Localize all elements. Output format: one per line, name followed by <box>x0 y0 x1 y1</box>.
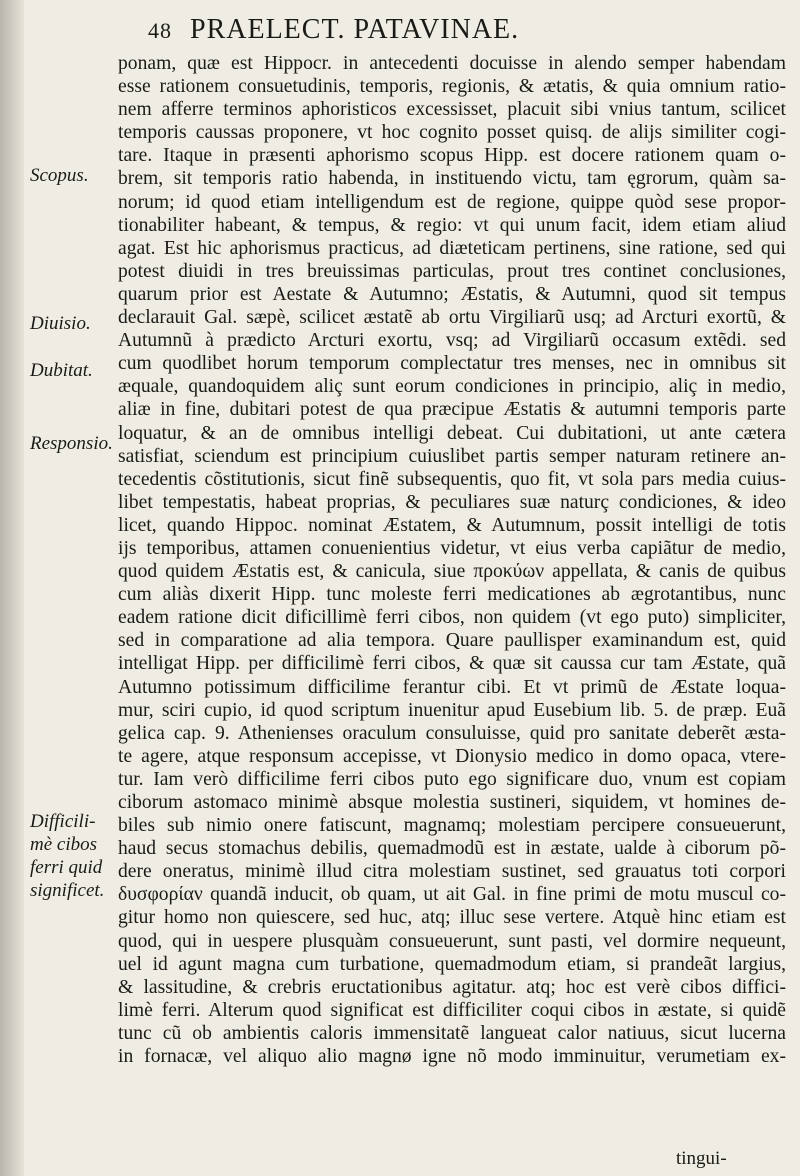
margin-note-difficilime-4: significet. <box>30 880 105 901</box>
text-line: declarauit Gal. sæpè, scilicet æstatẽ ab ortu Virgiliarũ usq; ad Arcturi exortũ, & <box>118 307 786 329</box>
text-line: satisfiat, sciendum est principium cuiuslibet partis semper naturam retinere an- <box>118 445 786 467</box>
page-header <box>148 14 788 48</box>
page-number: 48 <box>148 18 172 43</box>
margin-note-diuisio: Diuisio. <box>30 313 91 334</box>
text-line: potest diuidi in tres breuissimas particulas, prout tres continet conclusiones, <box>118 260 786 282</box>
text-line: limè ferri. Alterum quod significat est difficiliter coqui cibos in æstate, si quidẽ <box>118 999 786 1021</box>
text-line: Autumno potissimum difficilime ferantur cibi. Et vt primũ de Æstate loqua- <box>118 676 786 698</box>
text-line: dere oneratus, minimè illud citra molestiam sustinet, sed grauatus toti corpori <box>118 861 786 883</box>
text-line: esse rationem consuetudinis, temporis, regionis, & ætatis, & quia omnium ratio- <box>118 76 786 98</box>
catchword: tingui- <box>676 1148 727 1169</box>
text-line: haud secus stomachus debilis, quemadmodũ est in æstate, ualde à ciborum põ- <box>118 838 786 860</box>
text-line: loquatur, & an de omnibus intelligi debeat. Cui dubitationi, ut ante cætera <box>118 422 786 444</box>
text-line: tare. Itaque in præsenti aphorismo scopus Hipp. est docere rationem quam o- <box>118 145 786 167</box>
text-line: tecedentis cõstitutionis, sicut finẽ subsequentis, quo fit, vt sola pars media cuius- <box>118 468 786 490</box>
text-line: temporis caussas proponere, vt hoc cognito posset quisq. de alijs similiter cogi- <box>118 122 786 144</box>
text-line: æquale, quandoquidem aliç sunt eorum condiciones in principio, aliç in medio, <box>118 376 786 398</box>
text-line: gelica cap. 9. Athenienses oraculum consuluisse, quid pro sanitate deberẽt æsta- <box>118 722 786 744</box>
running-title: PRAELECT. PATAVINAE. <box>190 14 520 45</box>
text-line: agat. Est hic aphorismus practicus, ad diæteticam pertinens, sine ratione, sed qui <box>118 237 786 259</box>
margin-note-responsio: Responsio. <box>30 433 113 454</box>
text-line: tionabiliter habeant, & tempus, & regio: vt qui unum facit, idem etiam aliud <box>118 214 786 236</box>
text-line: ponam, quæ est Hippocr. in antecedenti docuisse in alendo semper habendam <box>118 53 786 74</box>
text-line: & lassitudine, & crebris eructationibus agitatur. atq; hoc est verè cibos diffici- <box>118 976 786 998</box>
margin-note-scopus: Scopus. <box>30 165 89 186</box>
text-line: brem, sit temporis ratio habenda, in instituendo victu, tam ęgrorum, quàm sa- <box>118 168 786 190</box>
text-line: aliæ in fine, dubitari potest de qua præcipue Æstatis & autumni temporis parte <box>118 399 786 421</box>
main-text-block <box>118 52 786 1068</box>
text-line: Autumnũ à prædicto Arcturi exortu, vsq; ad Virgiliarũ occasum extẽdi. sed <box>118 330 786 352</box>
text-line: cum aliàs dixerit Hipp. tunc moleste ferri medicationes ab ægrotantibus, nunc <box>118 584 786 606</box>
text-line: ciborum astomaco minimè absque molestia sustineri, siquidem, vt homines de- <box>118 792 786 813</box>
text-line: ijs temporibus, attamen conuenientius videtur, vt eius verba capiãtur de medio, <box>118 537 786 559</box>
text-line: eadem ratione dicit dificillimè ferri cibos, non quidem (vt ego puto) simpliciter, <box>118 607 786 629</box>
text-line: nem afferre terminos aphoristicos excessisset, placuit sibi vnius tantum, scilicet <box>118 99 786 121</box>
text-line: biles sub nimio onere fatiscunt, magnamq; molestiam percipere consueuerunt, <box>118 815 786 837</box>
margin-note-dubitat: Dubitat. <box>30 360 93 381</box>
text-line: licet, quando Hippoc. nominat Æstatem, & Autumnum, possit intelligi de totis <box>118 514 786 536</box>
text-line: gitur homo non quiescere, sed huc, atq; illuc sese vertere. Atquè hinc etiam est <box>118 907 786 929</box>
text-line: δυσφορίαν quandã inducit, ob quam, ut ait Gal. in fine primi de motu muscul co- <box>118 884 786 906</box>
margin-note-difficilime-2: mè cibos <box>30 834 98 855</box>
text-line: tur. Iam verò difficilime ferri cibos puto ego significare duo, vnum est copiam <box>118 768 786 790</box>
text-line: in fornacæ, vel aliquo alio magnø igne nõ modo imminuitur, verumetiam ex- <box>118 1046 786 1068</box>
text-line: quod, qui in uespere plusquàm consueuerunt, sunt pasti, vel dormire nequeunt, <box>118 930 786 952</box>
margin-note-difficilime-1: Difficili- <box>30 811 96 832</box>
text-line: tunc cũ ob ambientis caloris immensitatẽ langueat calor natiuus, sicut lucerna <box>118 1022 786 1044</box>
text-line: quod quidem Æstatis est, & canicula, siue προκύων appellata, & canis de quibus <box>118 561 786 583</box>
text-line: libet tempestatis, habeat proprias, & peculiares suæ naturç condiciones, & ideo <box>118 491 786 513</box>
facing-page-edge <box>0 0 24 1176</box>
text-line: mur, sciri cupio, id quod scriptum inuenitur apud Eusebium lib. 5. de præp. Euã <box>118 699 786 721</box>
text-line: intelligat Hipp. per difficilimè ferri cibos, & quæ sit caussa cur tam Æstate, quã <box>118 653 786 675</box>
text-line: te agere, atque responsum accepisse, vt Dionysio medico in domo opaca, vtere- <box>118 745 786 767</box>
text-line: quarum prior est Aestate & Autumno; Æstatis, & Autumni, quod sit tempus <box>118 283 786 305</box>
text-line: norum; id quod etiam intelligendum est de regione, quippe quòd sese propor- <box>118 191 786 213</box>
text-line: sed in comparatione ad alia tempora. Quare paullisper examinandum est, quid <box>118 630 786 652</box>
margin-note-difficilime-3: ferri quid <box>30 857 103 878</box>
text-line: uel id agunt magna cum turbatione, quemadmodum etiam, si prandeãt largius, <box>118 953 786 975</box>
text-line: cum quodlibet horum temporum complectatur tres menses, nec in omnibus sit <box>118 353 786 375</box>
